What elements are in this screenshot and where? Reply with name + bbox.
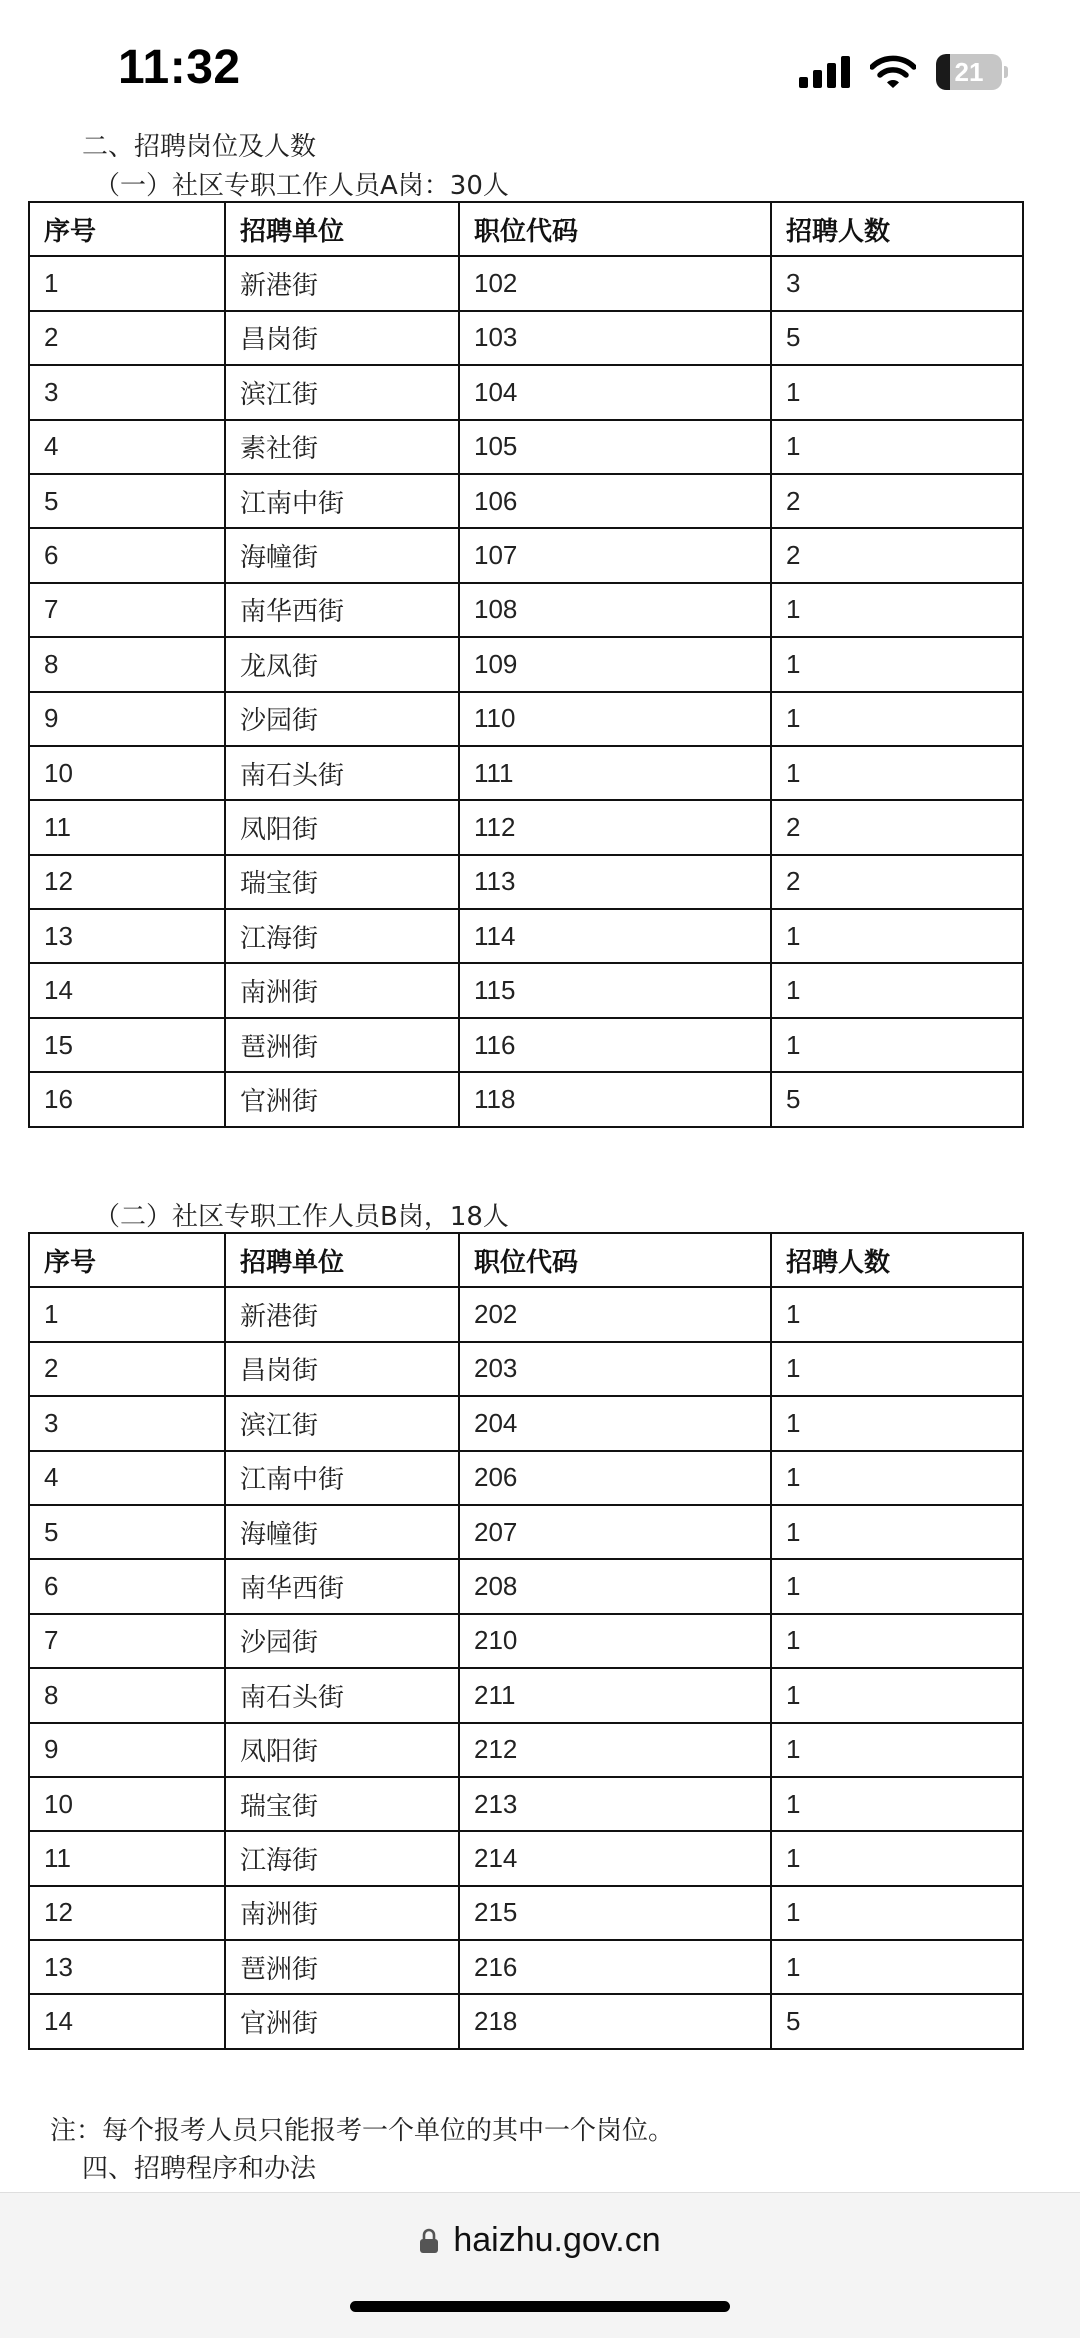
- cell-index: 9: [29, 1723, 225, 1777]
- cell-index: 8: [29, 637, 225, 691]
- cell-unit: 素社街: [225, 420, 459, 474]
- cell-headcount: 1: [771, 963, 1023, 1017]
- cell-unit: 瑞宝街: [225, 1777, 459, 1831]
- cell-unit: 凤阳街: [225, 1723, 459, 1777]
- battery-icon: [936, 54, 1008, 90]
- cell-unit: 沙园街: [225, 692, 459, 746]
- cell-headcount: 5: [771, 1072, 1023, 1126]
- cell-position-code: 215: [459, 1886, 771, 1940]
- cell-headcount: 1: [771, 1668, 1023, 1722]
- cell-headcount: 2: [771, 474, 1023, 528]
- cell-headcount: 1: [771, 1831, 1023, 1885]
- cell-headcount: 1: [771, 1723, 1023, 1777]
- cell-headcount: 1: [771, 1505, 1023, 1559]
- cell-headcount: 1: [771, 1940, 1023, 1994]
- browser-address-bar: [0, 2192, 1080, 2338]
- table-header-row: [29, 1233, 1023, 1287]
- home-indicator[interactable]: [350, 2301, 730, 2312]
- cell-unit: 南华西街: [225, 1559, 459, 1613]
- cell-index: 3: [29, 365, 225, 419]
- cell-position-code: 213: [459, 1777, 771, 1831]
- table-row: [29, 1940, 1023, 1994]
- cell-headcount: 1: [771, 1559, 1023, 1613]
- table-row: [29, 637, 1023, 691]
- wifi-icon: [870, 55, 916, 89]
- cell-unit: 琶洲街: [225, 1940, 459, 1994]
- table-row: [29, 311, 1023, 365]
- battery-level: 21: [954, 57, 984, 87]
- table-row: [29, 1831, 1023, 1885]
- cell-position-code: 115: [459, 963, 771, 1017]
- cell-unit: 海幢街: [225, 1505, 459, 1559]
- cell-index: 11: [29, 800, 225, 854]
- recruitment-table-a: [28, 201, 1024, 1128]
- cell-index: 5: [29, 474, 225, 528]
- cell-headcount: 2: [771, 800, 1023, 854]
- table-row: [29, 1777, 1023, 1831]
- table-row: [29, 1505, 1023, 1559]
- table-row: [29, 1668, 1023, 1722]
- cell-unit: 江南中街: [225, 1451, 459, 1505]
- cell-headcount: 1: [771, 637, 1023, 691]
- cell-position-code: 105: [459, 420, 771, 474]
- cell-position-code: 204: [459, 1396, 771, 1450]
- cell-index: 2: [29, 1342, 225, 1396]
- table-row: [29, 474, 1023, 528]
- table-row: [29, 256, 1023, 310]
- cell-position-code: 104: [459, 365, 771, 419]
- cell-headcount: 1: [771, 692, 1023, 746]
- cell-index: 9: [29, 692, 225, 746]
- table-row: [29, 1287, 1023, 1341]
- cell-index: 11: [29, 1831, 225, 1885]
- cell-headcount: 1: [771, 909, 1023, 963]
- cell-unit: 江南中街: [225, 474, 459, 528]
- cell-headcount: 2: [771, 528, 1023, 582]
- recruitment-table-b: [28, 1232, 1024, 2050]
- cell-index: 2: [29, 311, 225, 365]
- table-row: [29, 1559, 1023, 1613]
- cell-unit: 南洲街: [225, 963, 459, 1017]
- cell-unit: 琶洲街: [225, 1018, 459, 1072]
- battery-nub: [1004, 66, 1008, 78]
- cell-headcount: 1: [771, 1018, 1023, 1072]
- cell-index: 10: [29, 1777, 225, 1831]
- cell-index: 12: [29, 1886, 225, 1940]
- cell-index: 6: [29, 1559, 225, 1613]
- section-heading: 二、招聘岗位及人数: [82, 132, 317, 162]
- table-row: [29, 420, 1023, 474]
- cell-index: 1: [29, 256, 225, 310]
- table-row: [29, 1342, 1023, 1396]
- status-icons: [799, 50, 1008, 94]
- cell-position-code: 108: [459, 583, 771, 637]
- cell-headcount: 5: [771, 311, 1023, 365]
- cell-position-code: 109: [459, 637, 771, 691]
- table-row: [29, 1018, 1023, 1072]
- cell-unit: 南石头街: [225, 746, 459, 800]
- cell-unit: 江海街: [225, 909, 459, 963]
- cell-index: 10: [29, 746, 225, 800]
- table-row: [29, 1886, 1023, 1940]
- table-row: [29, 800, 1023, 854]
- header-index: 序号: [29, 202, 225, 256]
- cell-headcount: 1: [771, 1342, 1023, 1396]
- cell-index: 4: [29, 420, 225, 474]
- cell-headcount: 1: [771, 1614, 1023, 1668]
- cell-headcount: 5: [771, 1994, 1023, 2048]
- cell-position-code: 118: [459, 1072, 771, 1126]
- cell-index: 7: [29, 1614, 225, 1668]
- table-row: [29, 1994, 1023, 2048]
- header-position-code: 职位代码: [459, 1233, 771, 1287]
- cell-index: 5: [29, 1505, 225, 1559]
- cell-position-code: 218: [459, 1994, 771, 2048]
- table-header-row: [29, 202, 1023, 256]
- table-row: [29, 583, 1023, 637]
- cell-unit: 滨江街: [225, 365, 459, 419]
- url-text[interactable]: haizhu.gov.cn: [453, 2221, 661, 2259]
- table-row: [29, 528, 1023, 582]
- cell-index: 6: [29, 528, 225, 582]
- cell-headcount: 1: [771, 1287, 1023, 1341]
- cell-position-code: 207: [459, 1505, 771, 1559]
- cell-position-code: 208: [459, 1559, 771, 1613]
- cell-position-code: 106: [459, 474, 771, 528]
- cell-index: 8: [29, 1668, 225, 1722]
- cell-position-code: 203: [459, 1342, 771, 1396]
- cell-index: 1: [29, 1287, 225, 1341]
- cell-headcount: 1: [771, 746, 1023, 800]
- cell-index: 14: [29, 963, 225, 1017]
- table-row: [29, 1614, 1023, 1668]
- header-position-code: 职位代码: [459, 202, 771, 256]
- cell-unit: 瑞宝街: [225, 855, 459, 909]
- cell-headcount: 1: [771, 1396, 1023, 1450]
- header-headcount: 招聘人数: [771, 202, 1023, 256]
- table-row: [29, 909, 1023, 963]
- section-four-heading: 四、招聘程序和办法: [82, 2154, 317, 2184]
- cell-position-code: 202: [459, 1287, 771, 1341]
- cell-index: 15: [29, 1018, 225, 1072]
- cell-headcount: 1: [771, 420, 1023, 474]
- cell-headcount: 2: [771, 855, 1023, 909]
- header-unit: 招聘单位: [225, 1233, 459, 1287]
- cell-unit: 海幢街: [225, 528, 459, 582]
- cell-position-code: 112: [459, 800, 771, 854]
- cell-position-code: 110: [459, 692, 771, 746]
- table-row: [29, 746, 1023, 800]
- cell-position-code: 113: [459, 855, 771, 909]
- table-row: [29, 855, 1023, 909]
- table-row: [29, 1451, 1023, 1505]
- cell-unit: 滨江街: [225, 1396, 459, 1450]
- cell-index: 3: [29, 1396, 225, 1450]
- cell-unit: 新港街: [225, 256, 459, 310]
- cell-index: 7: [29, 583, 225, 637]
- cell-headcount: 1: [771, 583, 1023, 637]
- cell-unit: 凤阳街: [225, 800, 459, 854]
- cell-index: 12: [29, 855, 225, 909]
- cell-position-code: 103: [459, 311, 771, 365]
- cell-position-code: 214: [459, 1831, 771, 1885]
- battery-body: [936, 54, 1002, 90]
- cell-unit: 昌岗街: [225, 1342, 459, 1396]
- cell-unit: 官洲街: [225, 1072, 459, 1126]
- cell-unit: 江海街: [225, 1831, 459, 1885]
- cell-headcount: 1: [771, 1886, 1023, 1940]
- cell-position-code: 114: [459, 909, 771, 963]
- cell-headcount: 1: [771, 1451, 1023, 1505]
- subsection-b-title: （二）社区专职工作人员B岗，18人: [94, 1202, 509, 1232]
- cell-index: 13: [29, 1940, 225, 1994]
- url-field[interactable]: [0, 2221, 1080, 2260]
- cell-unit: 南石头街: [225, 1668, 459, 1722]
- table-b-body: [29, 1287, 1023, 2048]
- lock-icon: [419, 2228, 439, 2254]
- cell-position-code: 210: [459, 1614, 771, 1668]
- status-time: 11:32: [118, 41, 241, 94]
- table-row: [29, 1072, 1023, 1126]
- table-row: [29, 1396, 1023, 1450]
- cellular-signal-icon: [799, 56, 850, 88]
- cell-headcount: 3: [771, 256, 1023, 310]
- cell-index: 4: [29, 1451, 225, 1505]
- cell-unit: 南华西街: [225, 583, 459, 637]
- status-bar: [0, 0, 1080, 120]
- cell-unit: 官洲街: [225, 1994, 459, 2048]
- cell-unit: 沙园街: [225, 1614, 459, 1668]
- cell-unit: 新港街: [225, 1287, 459, 1341]
- cell-index: 13: [29, 909, 225, 963]
- table-row: [29, 963, 1023, 1017]
- table-row: [29, 1723, 1023, 1777]
- cell-index: 14: [29, 1994, 225, 2048]
- note-text: 注：每个报考人员只能报考一个单位的其中一个岗位。: [50, 2116, 675, 2146]
- cell-headcount: 1: [771, 1777, 1023, 1831]
- header-headcount: 招聘人数: [771, 1233, 1023, 1287]
- subsection-a-title: （一）社区专职工作人员A岗：30人: [94, 171, 509, 201]
- cell-unit: 南洲街: [225, 1886, 459, 1940]
- cell-position-code: 216: [459, 1940, 771, 1994]
- cell-position-code: 206: [459, 1451, 771, 1505]
- header-index: 序号: [29, 1233, 225, 1287]
- header-unit: 招聘单位: [225, 202, 459, 256]
- cell-position-code: 111: [459, 746, 771, 800]
- cell-unit: 龙凤街: [225, 637, 459, 691]
- cell-position-code: 107: [459, 528, 771, 582]
- cell-position-code: 211: [459, 1668, 771, 1722]
- cell-position-code: 102: [459, 256, 771, 310]
- table-a-body: [29, 256, 1023, 1126]
- cell-index: 16: [29, 1072, 225, 1126]
- cell-unit: 昌岗街: [225, 311, 459, 365]
- cell-position-code: 212: [459, 1723, 771, 1777]
- table-row: [29, 692, 1023, 746]
- table-row: [29, 365, 1023, 419]
- cell-headcount: 1: [771, 365, 1023, 419]
- cell-position-code: 116: [459, 1018, 771, 1072]
